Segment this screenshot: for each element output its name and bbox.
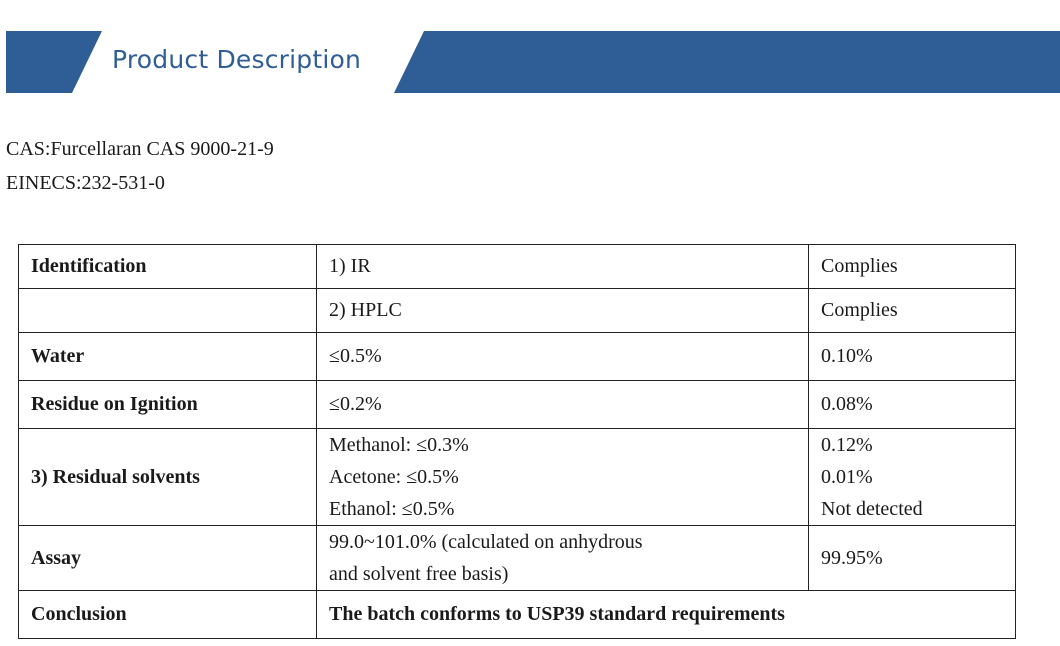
conclusion-text: The batch conforms to USP39 standard requirements [317,591,1016,639]
spec-cell [317,429,809,526]
result-line: Not detected [821,498,923,520]
result-cell: Complies [809,289,1016,333]
spec-line: and solvent free basis) [329,563,509,585]
table-row [19,333,1016,381]
result-cell [809,429,1016,526]
result-cell: Complies [809,245,1016,289]
result-cell: 99.95% [809,526,1016,591]
row-label-residue: Residue on Ignition [19,381,317,429]
empty-cell [19,289,317,333]
cas-number: CAS:Furcellaran CAS 9000-21-9 [6,138,274,160]
row-label-solvents: 3) Residual solvents [19,429,317,526]
row-label-conclusion: Conclusion [19,591,317,639]
row-label-assay: Assay [19,526,317,591]
result-line: 0.12% [821,434,873,456]
einecs-number: EINECS:232-531-0 [6,172,165,194]
table-row [19,526,1016,591]
spec-cell [317,526,809,591]
spec-cell: ≤0.2% [317,381,809,429]
table-row [19,429,1016,526]
spec-line: Methanol: ≤0.3% [329,434,469,456]
table-row [19,289,1016,333]
row-label-water: Water [19,333,317,381]
specification-table [18,244,1016,639]
table-row [19,591,1016,639]
spec-line: 99.0~101.0% (calculated on anhydrous [329,531,643,553]
result-cell: 0.08% [809,381,1016,429]
result-line: 0.01% [821,466,873,488]
result-cell: 0.10% [809,333,1016,381]
spec-cell: 1) IR [317,245,809,289]
page-title: Product Description [112,45,362,74]
spec-line: Ethanol: ≤0.5% [329,498,455,520]
table-row [19,245,1016,289]
spec-cell: ≤0.5% [317,333,809,381]
spec-cell: 2) HPLC [317,289,809,333]
row-label-identification: Identification [19,245,317,289]
spec-line: Acetone: ≤0.5% [329,466,459,488]
table-row [19,381,1016,429]
